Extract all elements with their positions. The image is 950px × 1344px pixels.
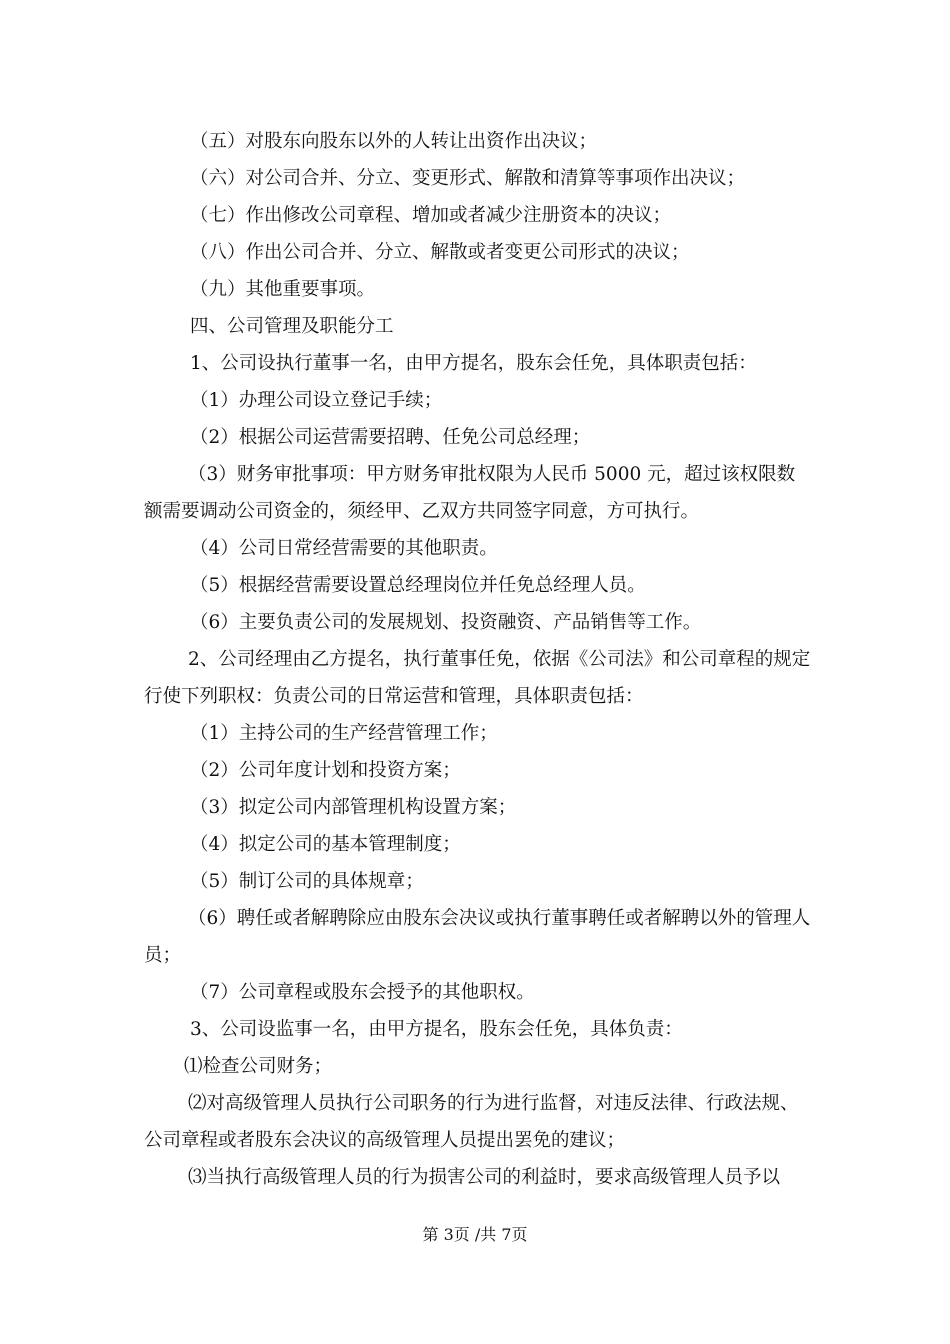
- paragraph: ⑶当执行高级管理人员的行为损害公司的利益时，要求高级管理人员予以: [188, 1167, 781, 1188]
- paragraph: （3）财务审批事项：甲方财务审批权限为人民币 5000 元，超过该权限数额需要调动公司资金的，须经甲、乙双方共同签字同意，方可执行。: [144, 464, 796, 522]
- paragraph: 2、公司经理由乙方提名，执行董事任免，依据《公司法》和公司章程的规定行使下列职权：负责公司的日常运营和管理，具体职责包括：: [144, 649, 811, 707]
- paragraph: （7）公司章程或股东会授予的其他职权。: [190, 982, 535, 1003]
- paragraph: ⑴检查公司财务；: [184, 1056, 333, 1077]
- paragraph: （2）公司年度计划和投资方案；: [190, 760, 461, 781]
- section-heading: 四、公司管理及职能分工: [190, 316, 394, 337]
- paragraph: （6）聘任或者解聘除应由股东会决议或执行董事聘任或者解聘以外的管理人员；: [144, 908, 811, 966]
- paragraph: （九）其他重要事项。: [190, 279, 376, 300]
- paragraph: （5）制订公司的具体规章；: [190, 871, 424, 892]
- paragraph: （八）作出公司合并、分立、解散或者变更公司形式的决议；: [190, 242, 690, 263]
- document-body: [144, 123, 812, 1196]
- paragraph: （2）根据公司运营需要招聘、任免公司总经理；: [190, 427, 591, 448]
- paragraph: （七）作出修改公司章程、增加或者减少注册资本的决议；: [190, 205, 672, 226]
- paragraph: ⑵对高级管理人员执行公司职务的行为进行监督，对违反法律、行政法规、公司章程或者股东会决议的高级管理人员提出罢免的建议；: [144, 1093, 799, 1151]
- paragraph: （1）办理公司设立登记手续；: [190, 390, 443, 411]
- page-number-footer: 第 3页 /共 7页: [422, 1225, 528, 1244]
- paragraph: （4）公司日常经营需要的其他职责。: [190, 538, 498, 559]
- paragraph: （5）根据经营需要设置总经理岗位并任免总经理人员。: [190, 575, 646, 596]
- paragraph: （3）拟定公司内部管理机构设置方案；: [190, 797, 517, 818]
- paragraph: （五）对股东向股东以外的人转让出资作出决议；: [190, 131, 598, 152]
- paragraph: （六）对公司合并、分立、变更形式、解散和清算等事项作出决议；: [190, 168, 746, 189]
- paragraph: （1）主持公司的生产经营管理工作；: [190, 723, 498, 744]
- paragraph: （4）拟定公司的基本管理制度；: [190, 834, 461, 855]
- paragraph: 3、公司设监事一名，由甲方提名，股东会任免，具体负责：: [190, 1019, 683, 1040]
- paragraph: （6）主要负责公司的发展规划、投资融资、产品销售等工作。: [190, 612, 702, 633]
- paragraph: 1、公司设执行董事一名，由甲方提名，股东会任免，具体职责包括：: [190, 353, 757, 374]
